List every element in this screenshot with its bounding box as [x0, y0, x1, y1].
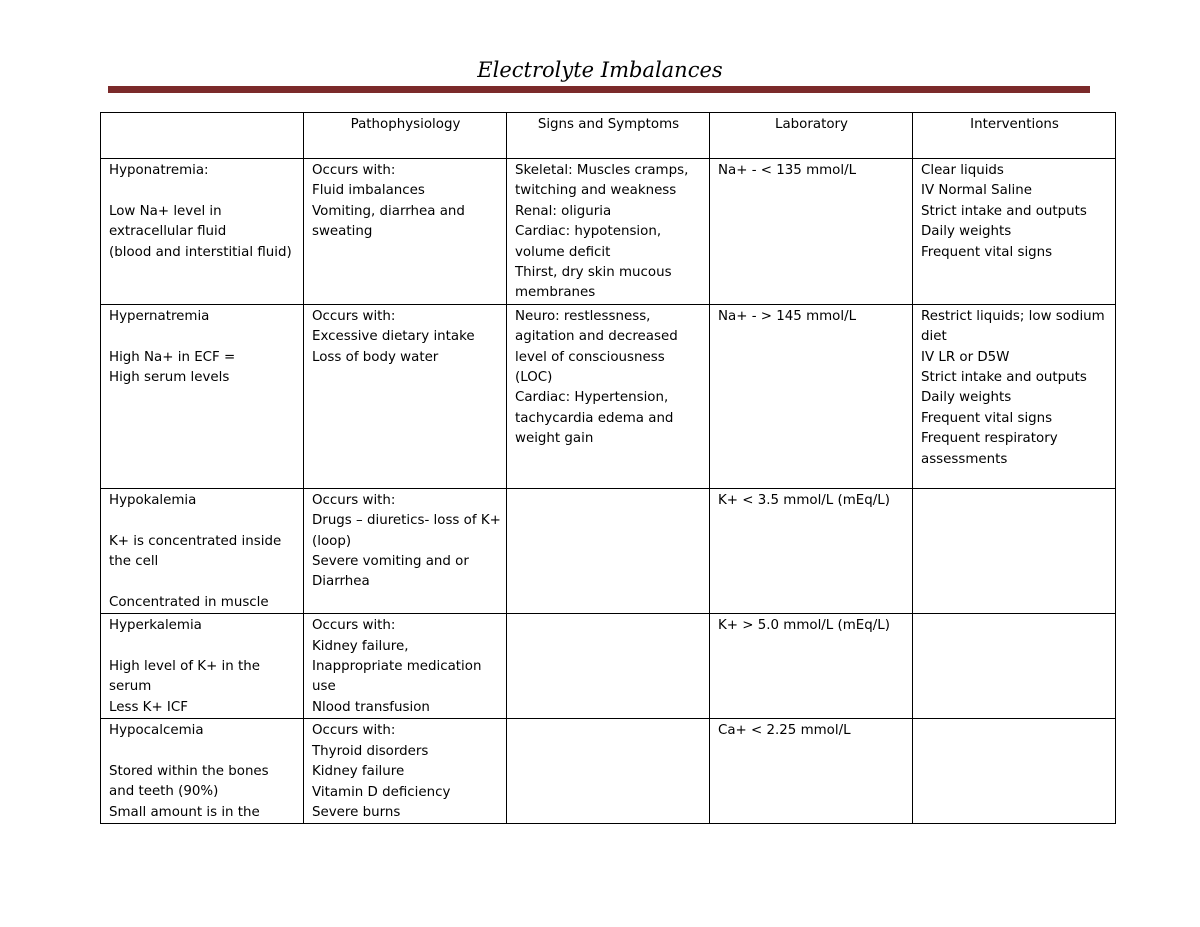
- header-row: [101, 113, 1116, 159]
- cell-text-line: Vitamin D deficiency: [312, 784, 451, 800]
- cell-text-line: volume deficit: [515, 244, 611, 260]
- cell-text-line: weight gain: [515, 431, 594, 447]
- title-divider: [108, 86, 1090, 93]
- pathophysiology-cell: [304, 719, 507, 824]
- cell-text-line: Severe vomiting and or: [312, 554, 469, 570]
- cell-text-line: extracellular fluid: [109, 224, 227, 240]
- header-cell-laboratory: Laboratory: [710, 113, 913, 159]
- table-row: [101, 614, 1116, 719]
- cell-text-line: High level of K+ in the: [109, 659, 260, 675]
- blank-line: [109, 572, 296, 592]
- cell-text-line: serum: [109, 679, 152, 695]
- laboratory-cell: [710, 614, 913, 719]
- cell-text-line: Occurs with:: [312, 492, 396, 508]
- cell-text-line: Hyperkalemia: [109, 618, 202, 634]
- condition-cell: [101, 614, 304, 719]
- cell-text-line: Strict intake and outputs: [921, 370, 1087, 386]
- blank-line: [109, 511, 296, 531]
- cell-text-line: membranes: [515, 285, 596, 301]
- cell-text-line: diet: [921, 329, 947, 345]
- cell-text-line: agitation and decreased: [515, 329, 678, 345]
- cell-text-line: Inappropriate medication: [312, 659, 482, 675]
- table-row: [101, 304, 1116, 488]
- blank-line: [109, 181, 296, 201]
- signs-cell: [507, 719, 710, 824]
- header-cell-interventions: Interventions: [913, 113, 1116, 159]
- cell-text-line: Daily weights: [921, 224, 1012, 240]
- cell-text-line: Na+ - < 135 mmol/L: [718, 163, 857, 178]
- cell-text-line: IV LR or D5W: [921, 349, 1010, 365]
- cell-text-line: IV Normal Saline: [921, 183, 1032, 199]
- cell-text-line: level of consciousness: [515, 349, 665, 365]
- signs-cell: [507, 488, 710, 613]
- cell-text-line: Ca+ < 2.25 mmol/L: [718, 723, 851, 739]
- laboratory-cell: [710, 719, 913, 824]
- cell-text-line: tachycardia edema and: [515, 410, 674, 426]
- blank-line: [109, 742, 296, 762]
- cell-text-line: assessments: [921, 451, 1008, 467]
- cell-text-line: Less K+ ICF: [109, 699, 188, 715]
- cell-text-line: Small amount is in the: [109, 804, 260, 820]
- cell-text-line: Nlood transfusion: [312, 699, 430, 715]
- cell-text-line: the cell: [109, 554, 159, 570]
- signs-cell: [507, 614, 710, 719]
- cell-text-line: Neuro: restlessness,: [515, 308, 651, 324]
- cell-text-line: Na+ - > 145 mmol/L: [718, 308, 857, 324]
- cell-text-line: (blood and interstitial fluid): [109, 244, 292, 260]
- cell-text-line: and teeth (90%): [109, 784, 219, 800]
- laboratory-cell: [710, 159, 913, 305]
- interventions-cell: [913, 614, 1116, 719]
- cell-text-line: Loss of body water: [312, 349, 439, 365]
- cell-text-line: Frequent respiratory: [921, 431, 1058, 447]
- cell-text-line: High Na+ in ECF =: [109, 349, 236, 365]
- cell-text-line: Kidney failure,: [312, 638, 409, 654]
- cell-text-line: Daily weights: [921, 390, 1012, 406]
- cell-text-line: Severe burns: [312, 804, 401, 820]
- cell-text-line: Restrict liquids; low sodium: [921, 308, 1105, 324]
- pathophysiology-cell: [304, 488, 507, 613]
- cell-text-line: K+ > 5.0 mmol/L (mEq/L): [718, 618, 890, 634]
- cell-text-line: (loop): [312, 533, 352, 549]
- cell-text-line: Clear liquids: [921, 163, 1004, 178]
- cell-text-line: Concentrated in muscle: [109, 594, 269, 610]
- blank-line: [109, 637, 296, 657]
- laboratory-cell: [710, 304, 913, 488]
- condition-cell: [101, 304, 304, 488]
- cell-text-line: Skeletal: Muscles cramps,: [515, 163, 689, 178]
- cell-text-line: Thirst, dry skin mucous: [515, 265, 672, 281]
- header-cell-pathophysiology: Pathophysiology: [304, 113, 507, 159]
- cell-text-line: K+ is concentrated inside: [109, 533, 282, 549]
- cell-text-line: sweating: [312, 224, 373, 240]
- condition-cell: [101, 719, 304, 824]
- cell-text-line: Fluid imbalances: [312, 183, 425, 199]
- cell-text-line: twitching and weakness: [515, 183, 677, 199]
- pathophysiology-cell: [304, 614, 507, 719]
- cell-text-line: Hypocalcemia: [109, 723, 204, 739]
- cell-text-line: Hypernatremia: [109, 308, 210, 324]
- electrolyte-table: [100, 112, 1116, 824]
- condition-cell: [101, 159, 304, 305]
- cell-text-line: Diarrhea: [312, 574, 370, 590]
- header-cell-condition: [101, 113, 304, 159]
- cell-text-line: High serum levels: [109, 370, 230, 386]
- interventions-cell: [913, 304, 1116, 488]
- header-cell-signs: Signs and Symptoms: [507, 113, 710, 159]
- table-row: [101, 719, 1116, 824]
- cell-text-line: Vomiting, diarrhea and: [312, 203, 465, 219]
- interventions-cell: [913, 159, 1116, 305]
- cell-text-line: Kidney failure: [312, 764, 405, 780]
- condition-cell: [101, 488, 304, 613]
- cell-text-line: Stored within the bones: [109, 764, 269, 780]
- pathophysiology-cell: [304, 159, 507, 305]
- cell-text-line: Renal: oliguria: [515, 203, 612, 219]
- cell-text-line: Drugs – diuretics- loss of K+: [312, 513, 501, 529]
- cell-text-line: Cardiac: hypotension,: [515, 224, 662, 240]
- cell-text-line: Strict intake and outputs: [921, 203, 1087, 219]
- cell-text-line: K+ < 3.5 mmol/L (mEq/L): [718, 492, 890, 508]
- pathophysiology-cell: [304, 304, 507, 488]
- cell-text-line: Occurs with:: [312, 308, 396, 324]
- cell-text-line: Hypokalemia: [109, 492, 197, 508]
- cell-text-line: Occurs with:: [312, 163, 396, 178]
- laboratory-cell: [710, 488, 913, 613]
- cell-text-line: use: [312, 679, 336, 695]
- interventions-cell: [913, 488, 1116, 613]
- cell-text-line: Occurs with:: [312, 723, 396, 739]
- document-title: Electrolyte Imbalances: [477, 58, 723, 82]
- signs-cell: [507, 159, 710, 305]
- cell-text-line: Low Na+ level in: [109, 203, 222, 219]
- cell-text-line: Occurs with:: [312, 618, 396, 634]
- table-row: [101, 488, 1116, 613]
- cell-text-line: Thyroid disorders: [312, 743, 429, 759]
- table-row: [101, 159, 1116, 305]
- cell-text-line: Cardiac: Hypertension,: [515, 390, 669, 406]
- interventions-cell: [913, 719, 1116, 824]
- cell-text-line: Hyponatremia:: [109, 163, 209, 178]
- cell-text-line: Frequent vital signs: [921, 244, 1053, 260]
- cell-text-line: Frequent vital signs: [921, 410, 1053, 426]
- blank-line: [109, 327, 296, 347]
- cell-text-line: Excessive dietary intake: [312, 329, 475, 345]
- signs-cell: [507, 304, 710, 488]
- cell-text-line: (LOC): [515, 370, 553, 386]
